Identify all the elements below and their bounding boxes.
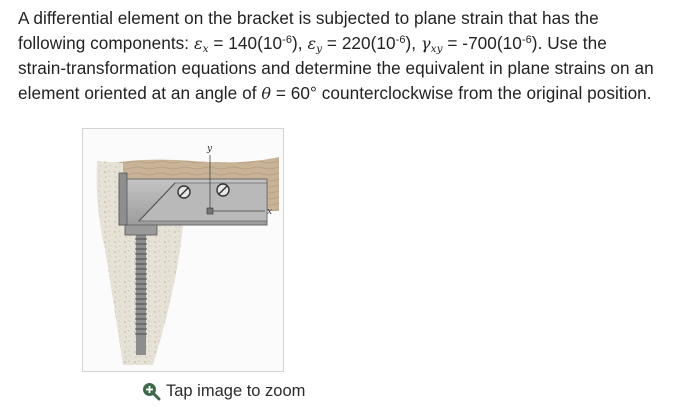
bracket-illustration: [83, 129, 283, 371]
problem-line-3: strain-transformation equations and determine the equivalent in plane strains on an: [18, 58, 654, 78]
problem-line-2: following components: $\varepsilon_x = 140(10^{-6})$, $\varepsilon_y = 220(10^{-6})$, $\gamma_{xy} = -700(10^{-6})$. Use the: [18, 32, 607, 55]
axis-y-label: y: [207, 144, 213, 154]
tap-to-zoom-link[interactable]: [141, 379, 305, 403]
problem-statement: [18, 6, 690, 106]
strain-y-symbol: $\varepsilon_y$: [307, 33, 323, 55]
zoom-label: Tap image to zoom: [166, 381, 306, 400]
problem-line-4: element oriented at an angle of θ = 60° counterclockwise from the original position.: [18, 82, 652, 103]
bracket-figure[interactable]: [82, 128, 284, 372]
steel-bracket: [119, 173, 267, 225]
problem-line-1: A differential element on the bracket is subjected to plane strain that has the: [18, 8, 599, 28]
zoom-in-icon: [141, 381, 161, 401]
axis-x-label: x: [267, 207, 273, 217]
shear-strain-symbol: $\gamma_{xy}$: [420, 33, 443, 55]
strain-x-symbol: $\varepsilon_x$: [193, 33, 209, 55]
theta-symbol: θ: [261, 83, 272, 103]
